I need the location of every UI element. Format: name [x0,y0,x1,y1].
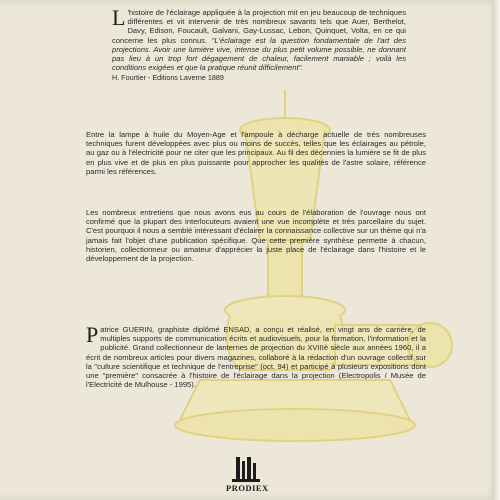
publisher-name: PRODIEX [226,483,269,493]
intro-dropcap: L [112,5,126,30]
paragraph-lighting-history: Entre la lampe à huile du Moyen-Age et l'ampoule à décharge actuelle de très nombreuses techniques furent développées avec plus ou moins de succès, telles que les éclairages au pétrole, au gaz ou à l'électricité pour ne citer que les principaux. Au fil des décennies la lumière se fit de plus en plus vive et de plus en plus puissante pour approcher les qualités de l'astre solaire, référence parmi les références. [86,130,426,176]
paragraph-purpose: Les nombreux entretiens que nous avons eus au cours de l'élaboration de l'ouvrage nous ont confirmé que la plupart des interlocuteurs avaient une vue incomplète et très parcellaire du sujet. C'est pourquoi il nous a semblé intéressant d'éclairer la connaissance collective sur un thème qui n'a jamais fait l'objet d'une publication spécifique. Que cette première synthèse permette à chacun, historien, collectionneur ou amateur d'apprécier la juste place de l'éclairage dans l'histoire et le développement de la projection. [86,208,426,264]
author-bio [86,322,426,390]
quote-credit: H. Fourtier - Editions Laverne 1889 [112,73,224,83]
intro-text: 'histoire de l'éclairage appliquée à la projection mit en jeu beaucoup de techniques différentes et vit intervenir de très nombreux savants tels que Auer, Berthelot, Davy, Edison, Foucault, Galvani, Gay-Lussac, Lebon, Quinquet, Volta, en ce qui concerne les plus connus. [112,8,406,45]
intro-paragraph [112,5,406,83]
bio-dropcap: P [86,322,99,347]
bio-text: atrice GUERIN, graphiste diplômé ENSAD, a conçu et réalisé, en vingt ans de carrière, de multiples supports de communication écrits et audiovisuels, pour la formation, l'information et la publicité. Grand collectionneur de lanternes de projection du XVIIIè siècle aux années 1960, il a écrit de nombreux articles pour divers magazines, collaboré à la rédaction d'un ouvrage collectif sur la "culture scientifique et technique de l'entreprise" (oct. 94) et participé à plusieurs expositions dont une "première" consacrée à l'histoire de l'éclairage dans la projection (Electropolis / Musée de l'Electricité de Mulhouse - 1995). [86,325,426,390]
page-edge-shadow [492,0,500,500]
intro-quote: "L'éclairage est la question fondamentale de l'art des projections. Avoir une lumière vive, intense du plus petit volume possible, ne donnant pas lieu à un trop fort dégagement de chaleur, facilement maniable ; voilà les conditions exigées et que la pratique réunit difficilement". [112,35,406,73]
